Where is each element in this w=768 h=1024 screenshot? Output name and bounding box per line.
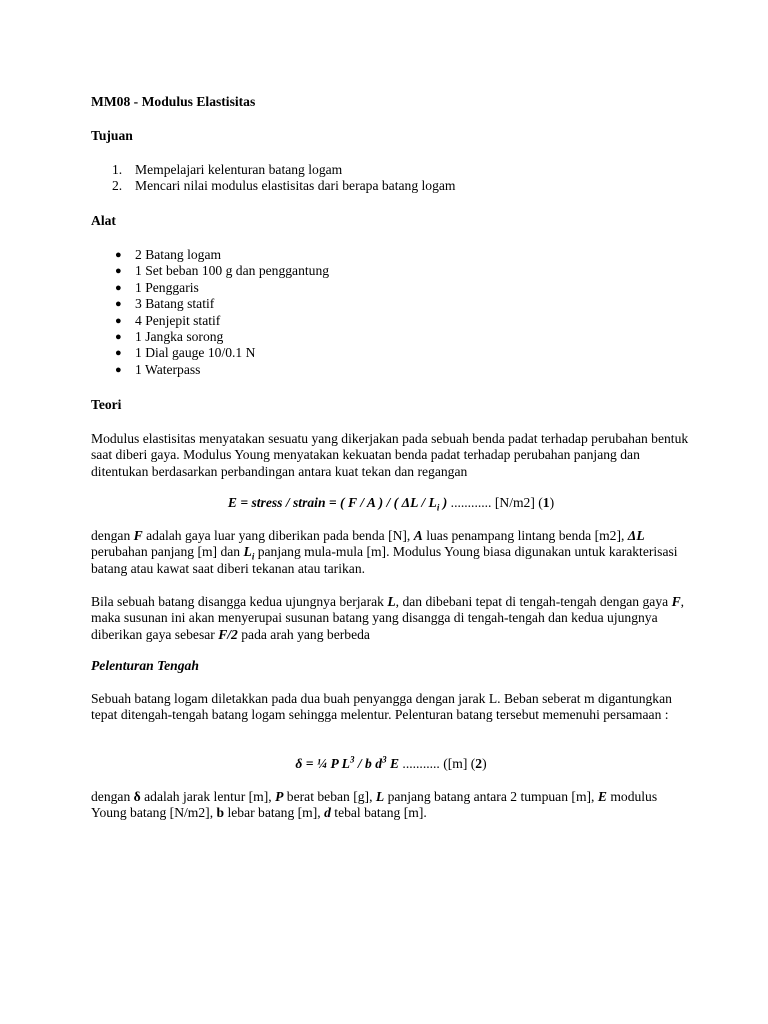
equation-1: E = stress / strain = ( F / A ) / ( ΔL / $L_i$ ) ............ [N/m2] (1) bbox=[227, 495, 555, 513]
tujuan-list bbox=[91, 162, 691, 195]
list-item: ● 3 Batang statif bbox=[115, 296, 215, 312]
alat-list bbox=[91, 247, 691, 378]
teori-paragraph-3: Bila sebuah batang disangga kedua ujungnya berjarak L, dan dibebani tepat di tengah-tengah dengan gaya F, maka susunan ini akan menyerupai susunan batang yang disangga di tengah-tengah dan kedua ujungnya diberikan gaya sebesar F/2 pada arah yang berbeda bbox=[91, 594, 685, 642]
bullet-icon: ● bbox=[115, 347, 122, 360]
teori-paragraph-2: dengan F adalah gaya luar yang diberikan pada benda [N], A luas penampang lintang benda [m2], ΔL perubahan panjang [m] dan $L_i$ panjang mula-mula [m]. Modulus Young biasa digunakan untuk karakterisasi batang atau kawat saat diberi tekanan atau tarikan. bbox=[91, 528, 678, 576]
bullet-icon: ● bbox=[115, 281, 122, 294]
bullet-icon: ● bbox=[115, 249, 122, 261]
list-item: ● 1 Penggaris bbox=[115, 279, 199, 295]
bullet-icon: ● bbox=[115, 331, 122, 344]
list-item: 2. Mencari nilai modulus elastisitas dari berapa batang logam bbox=[112, 178, 456, 194]
pelenturan-paragraph-2: dengan δ adalah jarak lentur [m], P berat beban [g], L panjang batang antara 2 tumpuan [m], E modulus Young batang [N/m2], b lebar batang [m], d tebal batang [m]. bbox=[91, 789, 658, 821]
bullet-icon: ● bbox=[115, 298, 122, 311]
list-item: ● 1 Jangka sorong bbox=[115, 329, 224, 345]
list-item: ● 2 Batang logam bbox=[115, 247, 222, 262]
heading-tujuan: Tujuan bbox=[91, 128, 133, 143]
teori-paragraph-1: Modulus elastisitas menyatakan sesuatu yang dikerjakan pada sebuah benda padat terhadap perubahan bentuk saat diberi gaya. Modulus Young menyatakan kekuatan benda padat terhadap perubahan panjang dan ditentukan berdasarkan perbandingan antara kuat tekan dan regangan bbox=[91, 431, 689, 479]
list-item: ● 4 Penjepit statif bbox=[115, 312, 221, 328]
bullet-icon: ● bbox=[115, 265, 122, 278]
heading-pelenturan-tengah: Pelenturan Tengah bbox=[91, 658, 199, 673]
list-item: ● 1 Set beban 100 g dan penggantung bbox=[115, 263, 330, 279]
list-item: ● 1 Waterpass bbox=[115, 361, 201, 377]
bullet-icon: ● bbox=[115, 314, 122, 327]
list-item: 1. Mempelajari kelenturan batang logam bbox=[112, 162, 343, 177]
document-title: MM08 - Modulus Elastisitas bbox=[91, 94, 256, 109]
equation-2: δ = ¼ P $L^3$ / b $d^3$ E ........... ([m] (2) bbox=[295, 754, 487, 771]
heading-teori: Teori bbox=[91, 397, 122, 412]
pelenturan-paragraph-1: Sebuah batang logam diletakkan pada dua buah penyangga dengan jarak L. Beban seberat m digantungkan tepat ditengah-tengah batang logam sehingga melentur. Pelenturan batang tersebut memenuhi persamaan : bbox=[91, 691, 672, 723]
bullet-icon: ● bbox=[115, 363, 122, 376]
list-item: ● 1 Dial gauge 10/0.1 N bbox=[115, 345, 256, 361]
heading-alat: Alat bbox=[91, 213, 116, 228]
